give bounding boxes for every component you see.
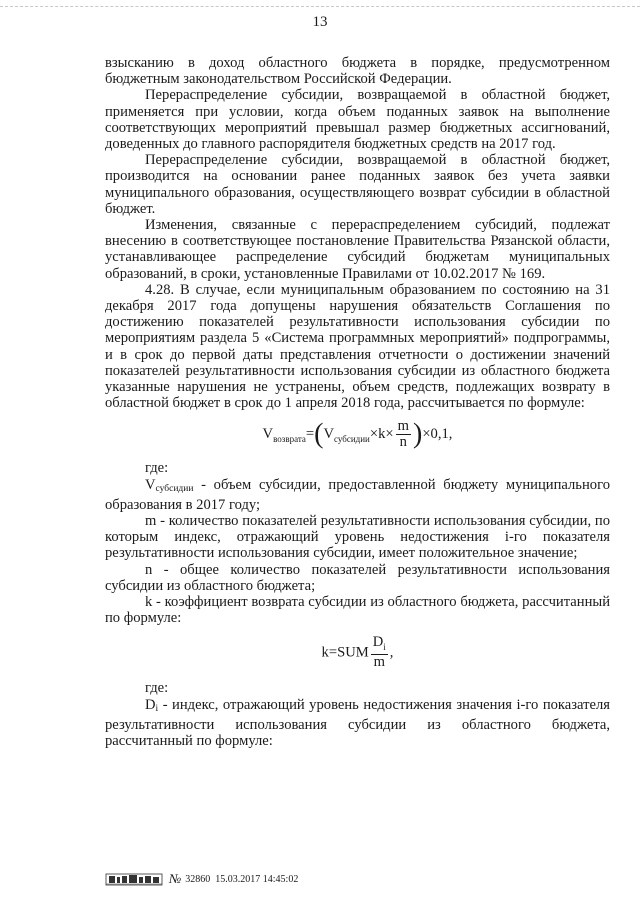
registry-stamp-icon — [105, 871, 163, 887]
number-sign: № — [169, 871, 182, 886]
formula-open-paren: ( — [314, 418, 324, 450]
formula-k-fraction — [371, 635, 388, 671]
paragraph-redistribution-condition: Перераспределение субсидии, возвращаемой в областной бюджет, применяется при условии, когда объем поданных заявок на выполнение соответствующих мероприятий превышал размер бюджетных ассигнований, доведенных до главного распорядителя бюджетных средств на 2017 год. — [105, 87, 610, 153]
formula-eq: = — [305, 426, 315, 443]
definition-n: n - общее количество показателей результативности использования субсидии из областного бюджета; — [105, 561, 610, 594]
paragraph-4-28: 4.28. В случае, если муниципальным образованием по состоянию на 31 декабря 2017 года допущены нарушения обязательств Соглашения по достижению показателей результативности использования субсидии по мероприятиям раздела 5 «Система программных мероприятий» подпрограммы, и в срок до первой даты представления отчетности о достижении значений показателей результативности использования субсидии из областного бюджета указанные нарушения не устранены, объем средств, подлежащих возврату в областной бюджет в срок до 1 апреля 2018 года, рассчитывается по формуле: — [105, 281, 610, 412]
formula-k-numerator — [371, 635, 388, 656]
footer-doc-number: 32860 — [185, 873, 211, 885]
definition-k: k - коэффициент возврата субсидии из областного бюджета, рассчитанный по формуле: — [105, 594, 610, 627]
def-d-symbol: D — [145, 696, 156, 713]
def-v-sub: субсидии — [155, 483, 194, 494]
formula-fraction-m-n — [396, 419, 411, 450]
definition-d — [105, 697, 610, 750]
formula-times-k: ×k× — [369, 426, 394, 443]
where-label-2: где: — [145, 680, 169, 697]
formula-lhs-sub: возврата — [273, 434, 306, 445]
formula-k-tail: , — [389, 643, 394, 660]
def-d-sub: i — [155, 703, 159, 714]
formula-k-num-d: D — [372, 633, 384, 650]
def-v-text: - объем субсидии, предоставленной бюджету муниципального образования в 2017 году; — [105, 476, 610, 513]
definition-m: m - количество показателей результативности использования субсидии, по которым индекс, отражающий уровень недостижения i-го показателя результативности использования субсидии, имеет положительное значение; — [105, 513, 610, 562]
top-scan-edge — [0, 6, 640, 8]
where-label-1: где: — [145, 460, 169, 477]
paragraph-redistribution-basis: Перераспределение субсидии, возвращаемой в областной бюджет, производится на основании ранее поданных заявок без учета заявки муниципального образования, осуществляющего возврат субсидии в областной бюджет. — [105, 152, 610, 217]
document-footer — [105, 869, 298, 889]
formula-close-paren: ) — [412, 418, 423, 450]
formula-k-lhs: k=SUM — [321, 643, 369, 660]
formula-denominator: n — [399, 434, 407, 451]
formula-v-sub: субсидии — [334, 434, 370, 445]
formula-k-num-sub: i — [383, 641, 386, 652]
def-v-symbol: V — [145, 476, 156, 493]
formula-numerator: m — [397, 418, 409, 435]
formula-k — [105, 635, 610, 671]
def-d-text: - индекс, отражающий уровень недостижения значения i-го показателя результативности использования субсидии из областного бюджета, рассчитанный по формуле: — [105, 696, 610, 750]
formula-return-volume — [105, 419, 610, 450]
definition-v — [105, 477, 610, 513]
document-body — [105, 55, 610, 749]
formula-tail: ×0,1, — [422, 426, 453, 443]
formula-v: V — [323, 426, 334, 443]
formula-k-denominator: m — [373, 654, 385, 671]
paragraph-continuation: взысканию в доход областного бюджета в порядке, предусмотренном бюджетным законодательством Российской Федерации. — [105, 55, 610, 88]
page-number: 13 — [312, 14, 328, 30]
paragraph-changes: Изменения, связанные с перераспределением субсидий, подлежат внесению в соответствующее постановление Правительства Рязанской области, устанавливающее распределение субсидий бюджетам муниципальных образований, в сроки, установленные Правилами от 10.02.2017 № 169. — [105, 217, 610, 282]
footer-timestamp: 15.03.2017 14:45:02 — [215, 873, 299, 885]
formula-lhs: V — [262, 426, 274, 443]
